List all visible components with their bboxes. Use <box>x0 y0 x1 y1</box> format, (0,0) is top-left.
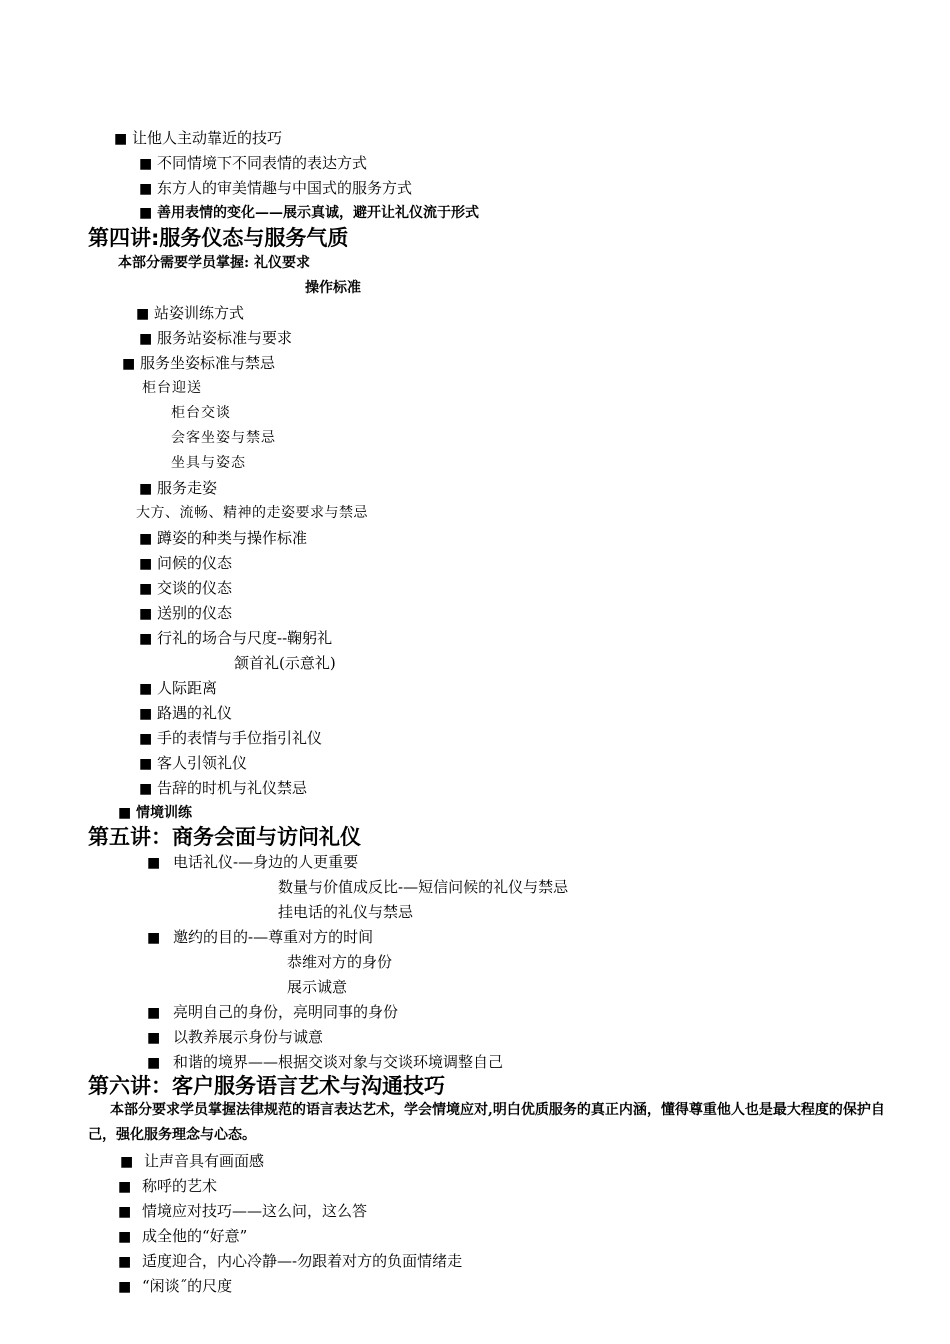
bullet-icon: ■ <box>139 606 153 622</box>
bullet-icon: ■ <box>147 1055 161 1071</box>
bullet-icon: ■ <box>118 805 132 821</box>
bullet-icon: ■ <box>139 181 153 197</box>
list-item: ■ 邀约的目的-—尊重对方的时间 <box>147 928 374 946</box>
section-heading-4: 第四讲:服务仪态与服务气质 <box>88 226 349 250</box>
bullet-icon: ■ <box>118 1179 132 1195</box>
list-item: ■ 让声音具有画面感 <box>120 1152 265 1170</box>
list-item: ■ 路遇的礼仪 <box>139 704 233 722</box>
sub-item: 展示诚意 <box>287 978 348 996</box>
list-item: ■ 东方人的审美情趣与中国式的服务方式 <box>139 179 413 197</box>
list-item: ■ 交谈的仪态 <box>139 579 233 597</box>
sub-item: 柜台交谈 <box>171 405 231 421</box>
section-heading-5: 第五讲：商务会面与访问礼仪 <box>88 825 361 849</box>
bullet-icon: ■ <box>139 706 153 722</box>
bullet-icon: ■ <box>139 156 153 172</box>
bullet-icon: ■ <box>114 131 128 147</box>
list-item: ■ 手的表情与手位指引礼仪 <box>139 729 323 747</box>
list-item: ■ 称呼的艺术 <box>118 1177 218 1195</box>
bullet-icon: ■ <box>120 1154 134 1170</box>
bullet-icon: ■ <box>139 581 153 597</box>
list-item: ■ 告辞的时机与礼仪禁忌 <box>139 779 308 797</box>
sub-item: 会客坐姿与禁忌 <box>171 430 276 446</box>
bullet-icon: ■ <box>139 681 153 697</box>
list-item: ■ 人际距离 <box>139 679 218 697</box>
list-item: ■ 服务走姿 <box>139 479 218 497</box>
list-item: ■ 服务坐姿标准与禁忌 <box>122 354 276 372</box>
list-item: ■ 电话礼仪-—身边的人更重要 <box>147 853 359 871</box>
bullet-icon: ■ <box>139 631 153 647</box>
sub-item: 恭维对方的身份 <box>287 953 393 971</box>
section-paragraph: 本部分要求学员掌握法律规范的语言表达艺术，学会情境应对,明白优质服务的真正内涵，懂得尊重他人也是最大程度的保护自己，强化服务理念与心态。 <box>88 1102 885 1143</box>
list-item: ■ 情境训练 <box>118 805 192 821</box>
sub-item: 大方、流畅、精神的走姿要求与禁忌 <box>136 505 368 521</box>
list-item: ■ 服务站姿标准与要求 <box>139 329 293 347</box>
bullet-icon: ■ <box>139 481 153 497</box>
list-item: ■ 行礼的场合与尺度--鞠躬礼 <box>139 629 333 647</box>
bullet-icon: ■ <box>139 331 153 347</box>
sub-item: 颔首礼(示意礼) <box>234 654 336 672</box>
list-item: ■ 问候的仪态 <box>139 554 233 572</box>
bullet-icon: ■ <box>139 531 153 547</box>
sub-item: 柜台迎送 <box>142 380 202 396</box>
list-item: ■ 站姿训练方式 <box>136 304 245 322</box>
bullet-icon: ■ <box>139 556 153 572</box>
list-item: ■ 让他人主动靠近的技巧 <box>114 129 283 147</box>
list-item: ■ 亮明自己的身份，亮明同事的身份 <box>147 1003 399 1021</box>
section-intro: 本部分需要学员掌握: 礼仪要求 <box>118 255 311 271</box>
bullet-icon: ■ <box>118 1254 132 1270</box>
list-item: ■ 情境应对技巧——这么问，这么答 <box>118 1202 368 1220</box>
list-item: ■ 成全他的“好意” <box>118 1227 248 1245</box>
list-item: ■ 善用表情的变化——展示真诚，避开让礼仪流于形式 <box>139 205 479 221</box>
bullet-icon: ■ <box>118 1204 132 1220</box>
bullet-icon: ■ <box>118 1229 132 1245</box>
bullet-icon: ■ <box>136 306 150 322</box>
bullet-icon: ■ <box>139 205 153 221</box>
bullet-icon: ■ <box>139 731 153 747</box>
bullet-icon: ■ <box>147 855 161 871</box>
list-item: ■ “闲谈˝的尺度 <box>118 1277 233 1295</box>
bullet-icon: ■ <box>139 756 153 772</box>
list-item: ■ 适度迎合，内心冷静—-勿跟着对方的负面情绪走 <box>118 1252 463 1270</box>
section-intro-continued: 操作标准 <box>305 280 361 296</box>
bullet-icon: ■ <box>139 781 153 797</box>
sub-item: 挂电话的礼仪与禁忌 <box>278 903 414 921</box>
bullet-icon: ■ <box>147 1030 161 1046</box>
list-item: ■ 客人引领礼仪 <box>139 754 248 772</box>
list-item: ■ 送别的仪态 <box>139 604 233 622</box>
list-item: ■ 不同情境下不同表情的表达方式 <box>139 154 368 172</box>
bullet-icon: ■ <box>147 1005 161 1021</box>
list-item: ■ 蹲姿的种类与操作标准 <box>139 529 308 547</box>
sub-item: 坐具与姿态 <box>171 455 246 471</box>
bullet-icon: ■ <box>147 930 161 946</box>
section-heading-6: 第六讲：客户服务语言艺术与沟通技巧 <box>88 1074 445 1098</box>
list-item: ■ 和谐的境界——根据交谈对象与交谈环境调整自己 <box>147 1053 504 1071</box>
list-item: ■ 以教养展示身份与诚意 <box>147 1028 324 1046</box>
bullet-icon: ■ <box>122 356 136 372</box>
sub-item: 数量与价值成反比-—短信问候的礼仪与禁忌 <box>278 878 569 896</box>
bullet-icon: ■ <box>118 1279 132 1295</box>
